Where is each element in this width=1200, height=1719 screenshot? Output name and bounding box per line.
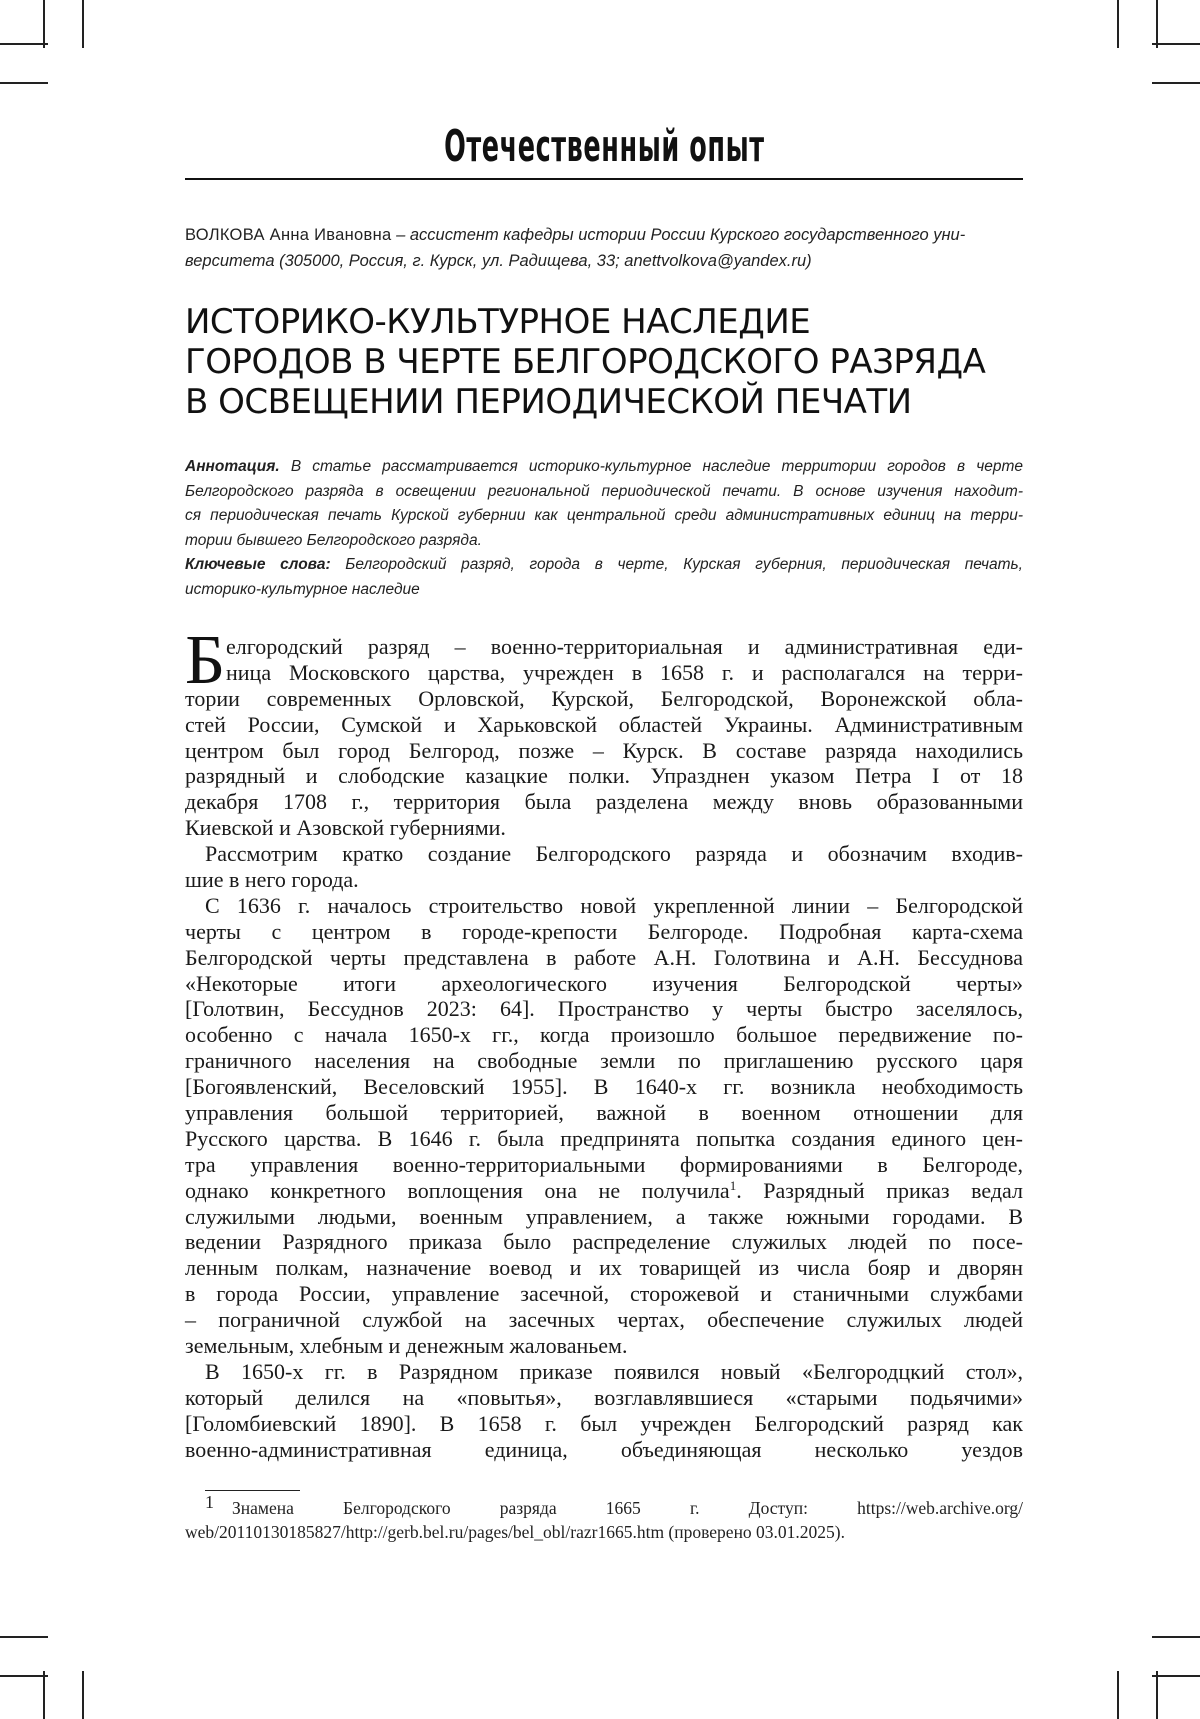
title-line: ИСТОРИКО-КУЛЬТУРНОЕ НАСЛЕДИЕ — [185, 302, 1023, 342]
body-line: который делился на «повытья», возглавлявшиеся «старыми подьячими» — [185, 1385, 1023, 1411]
body-line: стей России, Сумской и Харьковской областей Украины. Административным — [185, 712, 1023, 738]
crop-mark — [1117, 0, 1119, 48]
body-line: Белгородской черты представлена в работе А.Н. Голотвина и А.Н. Бессуднова — [185, 945, 1023, 971]
abstract-line: ся периодическая печать Курской губернии как центральной среди административных единиц на терри- — [185, 504, 1023, 529]
body-line: черты с центром в городе-крепости Белгороде. Подробная карта-схема — [185, 919, 1023, 945]
footnote-ref[interactable]: 1 — [730, 1178, 737, 1193]
abstract-line: Белгородского разряда в освещении региональной периодической печати. В основе изучения находит- — [185, 480, 1023, 505]
body-line: особенно с начала 1650-х гг., когда произошло большое передвижение по- — [185, 1022, 1023, 1048]
footnote-line[interactable]: web/20110130185827/http://gerb.bel.ru/pages/bel_obl/razr1665.htm (проверено 03.01.2025). — [185, 1520, 1023, 1544]
crop-mark — [43, 0, 45, 48]
body-line-text: однако конкретного воплощения она не получила — [185, 1178, 730, 1203]
body-line: [Голотвин, Бессуднов 2023: 64]. Пространство у черты быстро заселялось, — [185, 996, 1023, 1022]
keywords-line: историко-культурное наследие — [185, 578, 1023, 603]
crop-mark — [82, 1671, 84, 1719]
body-line: служилыми людьми, военным управлением, а также южными городами. В — [185, 1204, 1023, 1230]
crop-mark — [1117, 1671, 1119, 1719]
body-line: граничного населения на свободные земли по приглашению русского царя — [185, 1048, 1023, 1074]
crop-mark — [0, 1636, 48, 1638]
body-line: шие в него города. — [185, 867, 1023, 893]
body-line: тории современных Орловской, Курской, Белгородской, Воронежской обла- — [185, 686, 1023, 712]
body-line: «Некоторые итоги археологического изучения Белгородской черты» — [185, 971, 1023, 997]
article-body — [185, 634, 1023, 1463]
crop-mark — [82, 0, 84, 48]
body-line: Рассмотрим кратко создание Белгородского разряда и обозначим входив- — [185, 841, 1023, 867]
body-line: [Богоявленский, Веселовский 1955]. В 1640-х гг. возникла необходимость — [185, 1074, 1023, 1100]
drop-cap: Б — [185, 630, 225, 692]
section-header — [185, 118, 1023, 180]
body-line — [185, 1178, 1023, 1204]
title-line: ГОРОДОВ В ЧЕРТЕ БЕЛГОРОДСКОГО РАЗРЯДА — [185, 342, 1023, 382]
crop-mark — [1152, 43, 1200, 45]
footnote-line[interactable]: Знамена Белгородского разряда 1665 г. Доступ: https://web.archive.org/ — [232, 1498, 1023, 1518]
abstract — [185, 455, 1023, 602]
section-header-text: Отечественный опыт — [444, 118, 765, 176]
article-title — [185, 302, 1023, 422]
keywords-label: Ключевые слова: — [185, 556, 331, 573]
body-line: центром был город Белгород, позже – Курск. В составе разряда находились — [185, 738, 1023, 764]
body-line-text: . Разрядный приказ ведал — [736, 1178, 1023, 1203]
crop-mark — [0, 43, 48, 45]
body-line: С 1636 г. началось строительство новой укрепленной линии – Белгородской — [185, 893, 1023, 919]
body-line: в города России, управление засечной, сторожевой и станичными службами — [185, 1281, 1023, 1307]
title-line: В ОСВЕЩЕНИИ ПЕРИОДИЧЕСКОЙ ПЕЧАТИ — [185, 382, 1023, 422]
crop-mark — [0, 1675, 48, 1677]
body-line: – пограничной службой на засечных чертах, обеспечение служилых людей — [185, 1307, 1023, 1333]
body-line: ведении Разрядного приказа было распределение служилых людей по посе- — [185, 1229, 1023, 1255]
footnote-number: 1 — [185, 1492, 232, 1512]
crop-mark — [1156, 1671, 1158, 1719]
crop-mark — [1152, 1636, 1200, 1638]
footnote — [185, 1496, 1023, 1544]
body-line: [Голомбиевский 1890]. В 1658 г. был учрежден Белгородский разряд как — [185, 1411, 1023, 1437]
author-name: ВОЛКОВА Анна Ивановна — [185, 226, 392, 244]
body-line: военно-административная единица, объединяющая несколько уездов — [185, 1437, 1023, 1463]
body-line: тра управления военно-территориальными формированиями в Белгороде, — [185, 1152, 1023, 1178]
crop-mark — [43, 1671, 45, 1719]
body-line: В 1650-х гг. в Разрядном приказе появился новый «Белгородцкий стол», — [185, 1359, 1023, 1385]
body-line: декабря 1708 г., территория была разделена между вновь образованными — [185, 789, 1023, 815]
body-line: земельным, хлебным и денежным жалованьем. — [185, 1333, 1023, 1359]
body-line: управления большой территорией, важной в военном отношении для — [185, 1100, 1023, 1126]
author-affiliation-line1: – ассистент кафедры истории России Курского государственного уни- — [392, 226, 966, 244]
body-line: Киевской и Азовской губерниями. — [185, 815, 1023, 841]
author-info — [185, 222, 1023, 274]
keywords-line: Белгородский разряд, города в черте, Курская губерния, периодическая печать, — [331, 556, 1023, 573]
crop-mark — [1156, 0, 1158, 48]
abstract-label: Аннотация. — [185, 458, 280, 475]
body-line: ленным полкам, назначение воевод и их товарищей из числа бояр и дворян — [185, 1255, 1023, 1281]
crop-mark — [1152, 1675, 1200, 1677]
author-affiliation-line2: верситета (305000, Россия, г. Курск, ул. Радищева, 33; anettvolkova@yandex.ru) — [185, 252, 812, 270]
abstract-line: тории бывшего Белгородского разряда. — [185, 529, 1023, 554]
crop-mark — [1152, 82, 1200, 84]
crop-mark — [0, 82, 48, 84]
body-line: елгородский разряд – военно-территориальная и административная еди- — [185, 634, 1023, 660]
body-line: ница Московского царства, учрежден в 1658 г. и располагался на терри- — [185, 660, 1023, 686]
body-line: разрядный и слободские казацкие полки. Упразднен указом Петра I от 18 — [185, 763, 1023, 789]
body-line: Русского царства. В 1646 г. была предпринята попытка создания единого цен- — [185, 1126, 1023, 1152]
abstract-line: В статье рассматривается историко-культурное наследие территории городов в черте — [280, 458, 1023, 475]
